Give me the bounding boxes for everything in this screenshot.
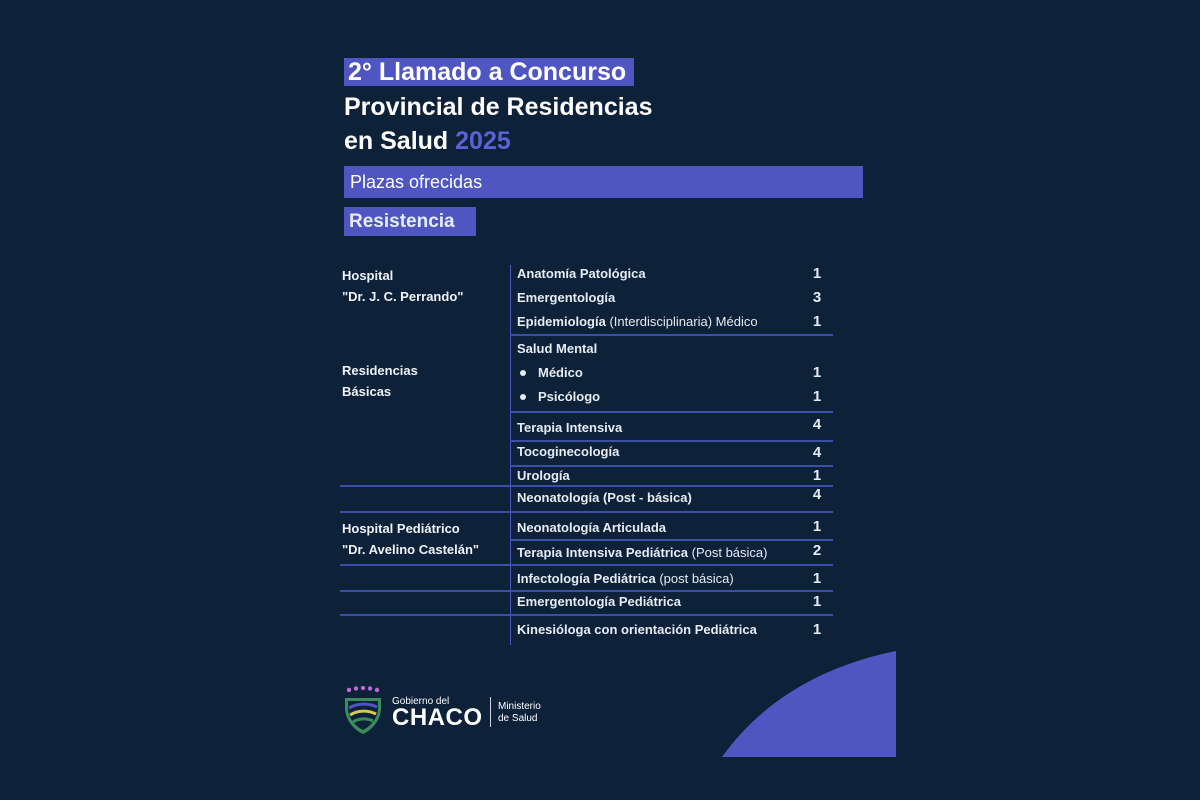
title-line-3-text: en Salud xyxy=(344,127,456,155)
decorative-corner-shape xyxy=(722,651,896,757)
list-item xyxy=(517,545,767,561)
hospital-perrando-label xyxy=(342,265,463,307)
list-item xyxy=(517,341,597,357)
item-detail: (post básica) xyxy=(655,571,734,586)
list-subitem xyxy=(538,389,600,405)
item-count: 1 xyxy=(812,265,822,282)
residencias-basicas-label xyxy=(342,360,418,402)
item-count: 1 xyxy=(812,518,822,535)
item-detail: (Post básica) xyxy=(688,545,768,560)
logo-divider xyxy=(490,697,491,727)
row-divider xyxy=(510,411,833,413)
item-name: Terapia Intensiva xyxy=(517,420,623,435)
list-item xyxy=(517,444,619,460)
city-header: Resistencia xyxy=(344,207,476,236)
list-item xyxy=(517,622,757,638)
title-year: 2025 xyxy=(455,127,511,155)
list-item xyxy=(517,594,681,610)
list-item xyxy=(517,520,666,536)
list-item xyxy=(517,571,734,587)
title-highlight: 2° Llamado a Concurso xyxy=(344,58,634,86)
item-count: 1 xyxy=(812,364,822,381)
item-name: Urología xyxy=(517,468,570,483)
item-count: 1 xyxy=(812,313,822,330)
item-name: Emergentología xyxy=(517,290,616,305)
bullet-icon xyxy=(520,394,526,400)
hospital-castelan-line2: "Dr. Avelino Castelán" xyxy=(342,542,480,557)
item-count: 1 xyxy=(812,570,822,587)
list-item xyxy=(517,314,758,330)
row-divider xyxy=(340,511,833,513)
item-count: 1 xyxy=(812,467,822,484)
item-name: Neonatología Articulada xyxy=(517,520,667,535)
item-name: Emergentología Pediátrica xyxy=(517,594,681,609)
logo-small-text: Gobierno del xyxy=(392,696,450,707)
item-count: 4 xyxy=(812,416,822,433)
hospital-castelan-label xyxy=(342,518,479,560)
bullet-icon xyxy=(520,370,526,376)
list-item xyxy=(517,468,570,484)
item-detail: (Interdisciplinaria) Médico xyxy=(605,314,758,329)
ministry-label xyxy=(498,701,541,725)
item-name: Salud Mental xyxy=(517,341,598,356)
item-name: Kinesióloga con orientación Pediátrica xyxy=(517,622,757,637)
item-name: Neonatología (Post - básica) xyxy=(517,490,692,505)
item-name: Terapia Intensiva Pediátrica xyxy=(517,545,688,560)
logo-wordmark: CHACO xyxy=(392,704,483,731)
item-count: 1 xyxy=(812,388,822,405)
item-name: Infectología Pediátrica xyxy=(517,571,656,586)
item-name: Anatomía Patológica xyxy=(517,266,646,281)
row-divider xyxy=(340,614,833,616)
list-item xyxy=(517,266,646,282)
hospital-castelan-line1: Hospital Pediátrico xyxy=(342,521,460,536)
row-divider xyxy=(510,465,833,467)
list-item xyxy=(517,290,615,306)
residencias-basicas-line1: Residencias xyxy=(342,363,418,378)
item-name: Médico xyxy=(538,365,583,380)
item-name: Psicólogo xyxy=(538,389,601,404)
row-divider xyxy=(510,334,833,336)
item-name: Epidemiología xyxy=(517,314,606,329)
item-count: 1 xyxy=(812,621,822,638)
item-count: 3 xyxy=(812,289,822,306)
item-count: 4 xyxy=(812,444,822,461)
row-divider xyxy=(340,564,833,566)
row-divider xyxy=(510,539,833,541)
row-divider xyxy=(510,440,833,442)
item-count: 2 xyxy=(812,542,822,559)
row-divider xyxy=(340,590,833,592)
title-line-2: Provincial de Residencias xyxy=(344,93,653,121)
table-vertical-divider xyxy=(510,265,511,645)
chaco-logo-icon xyxy=(342,686,384,736)
item-count: 4 xyxy=(812,486,822,503)
list-item xyxy=(517,490,692,506)
residencias-basicas-line2: Básicas xyxy=(342,384,392,399)
item-count: 1 xyxy=(812,593,822,610)
title-line-1 xyxy=(344,55,634,89)
title-line-3 xyxy=(344,124,511,158)
item-name: Tocoginecología xyxy=(517,444,620,459)
plazas-header: Plazas ofrecidas xyxy=(344,166,863,198)
list-subitem xyxy=(538,365,583,381)
hospital-perrando-line1: Hospital xyxy=(342,268,394,283)
hospital-perrando-line2: "Dr. J. C. Perrando" xyxy=(342,289,464,304)
ministry-line1: Ministerio xyxy=(498,701,541,712)
list-item xyxy=(517,420,622,436)
ministry-line2: de Salud xyxy=(498,713,538,724)
row-divider xyxy=(340,485,833,487)
